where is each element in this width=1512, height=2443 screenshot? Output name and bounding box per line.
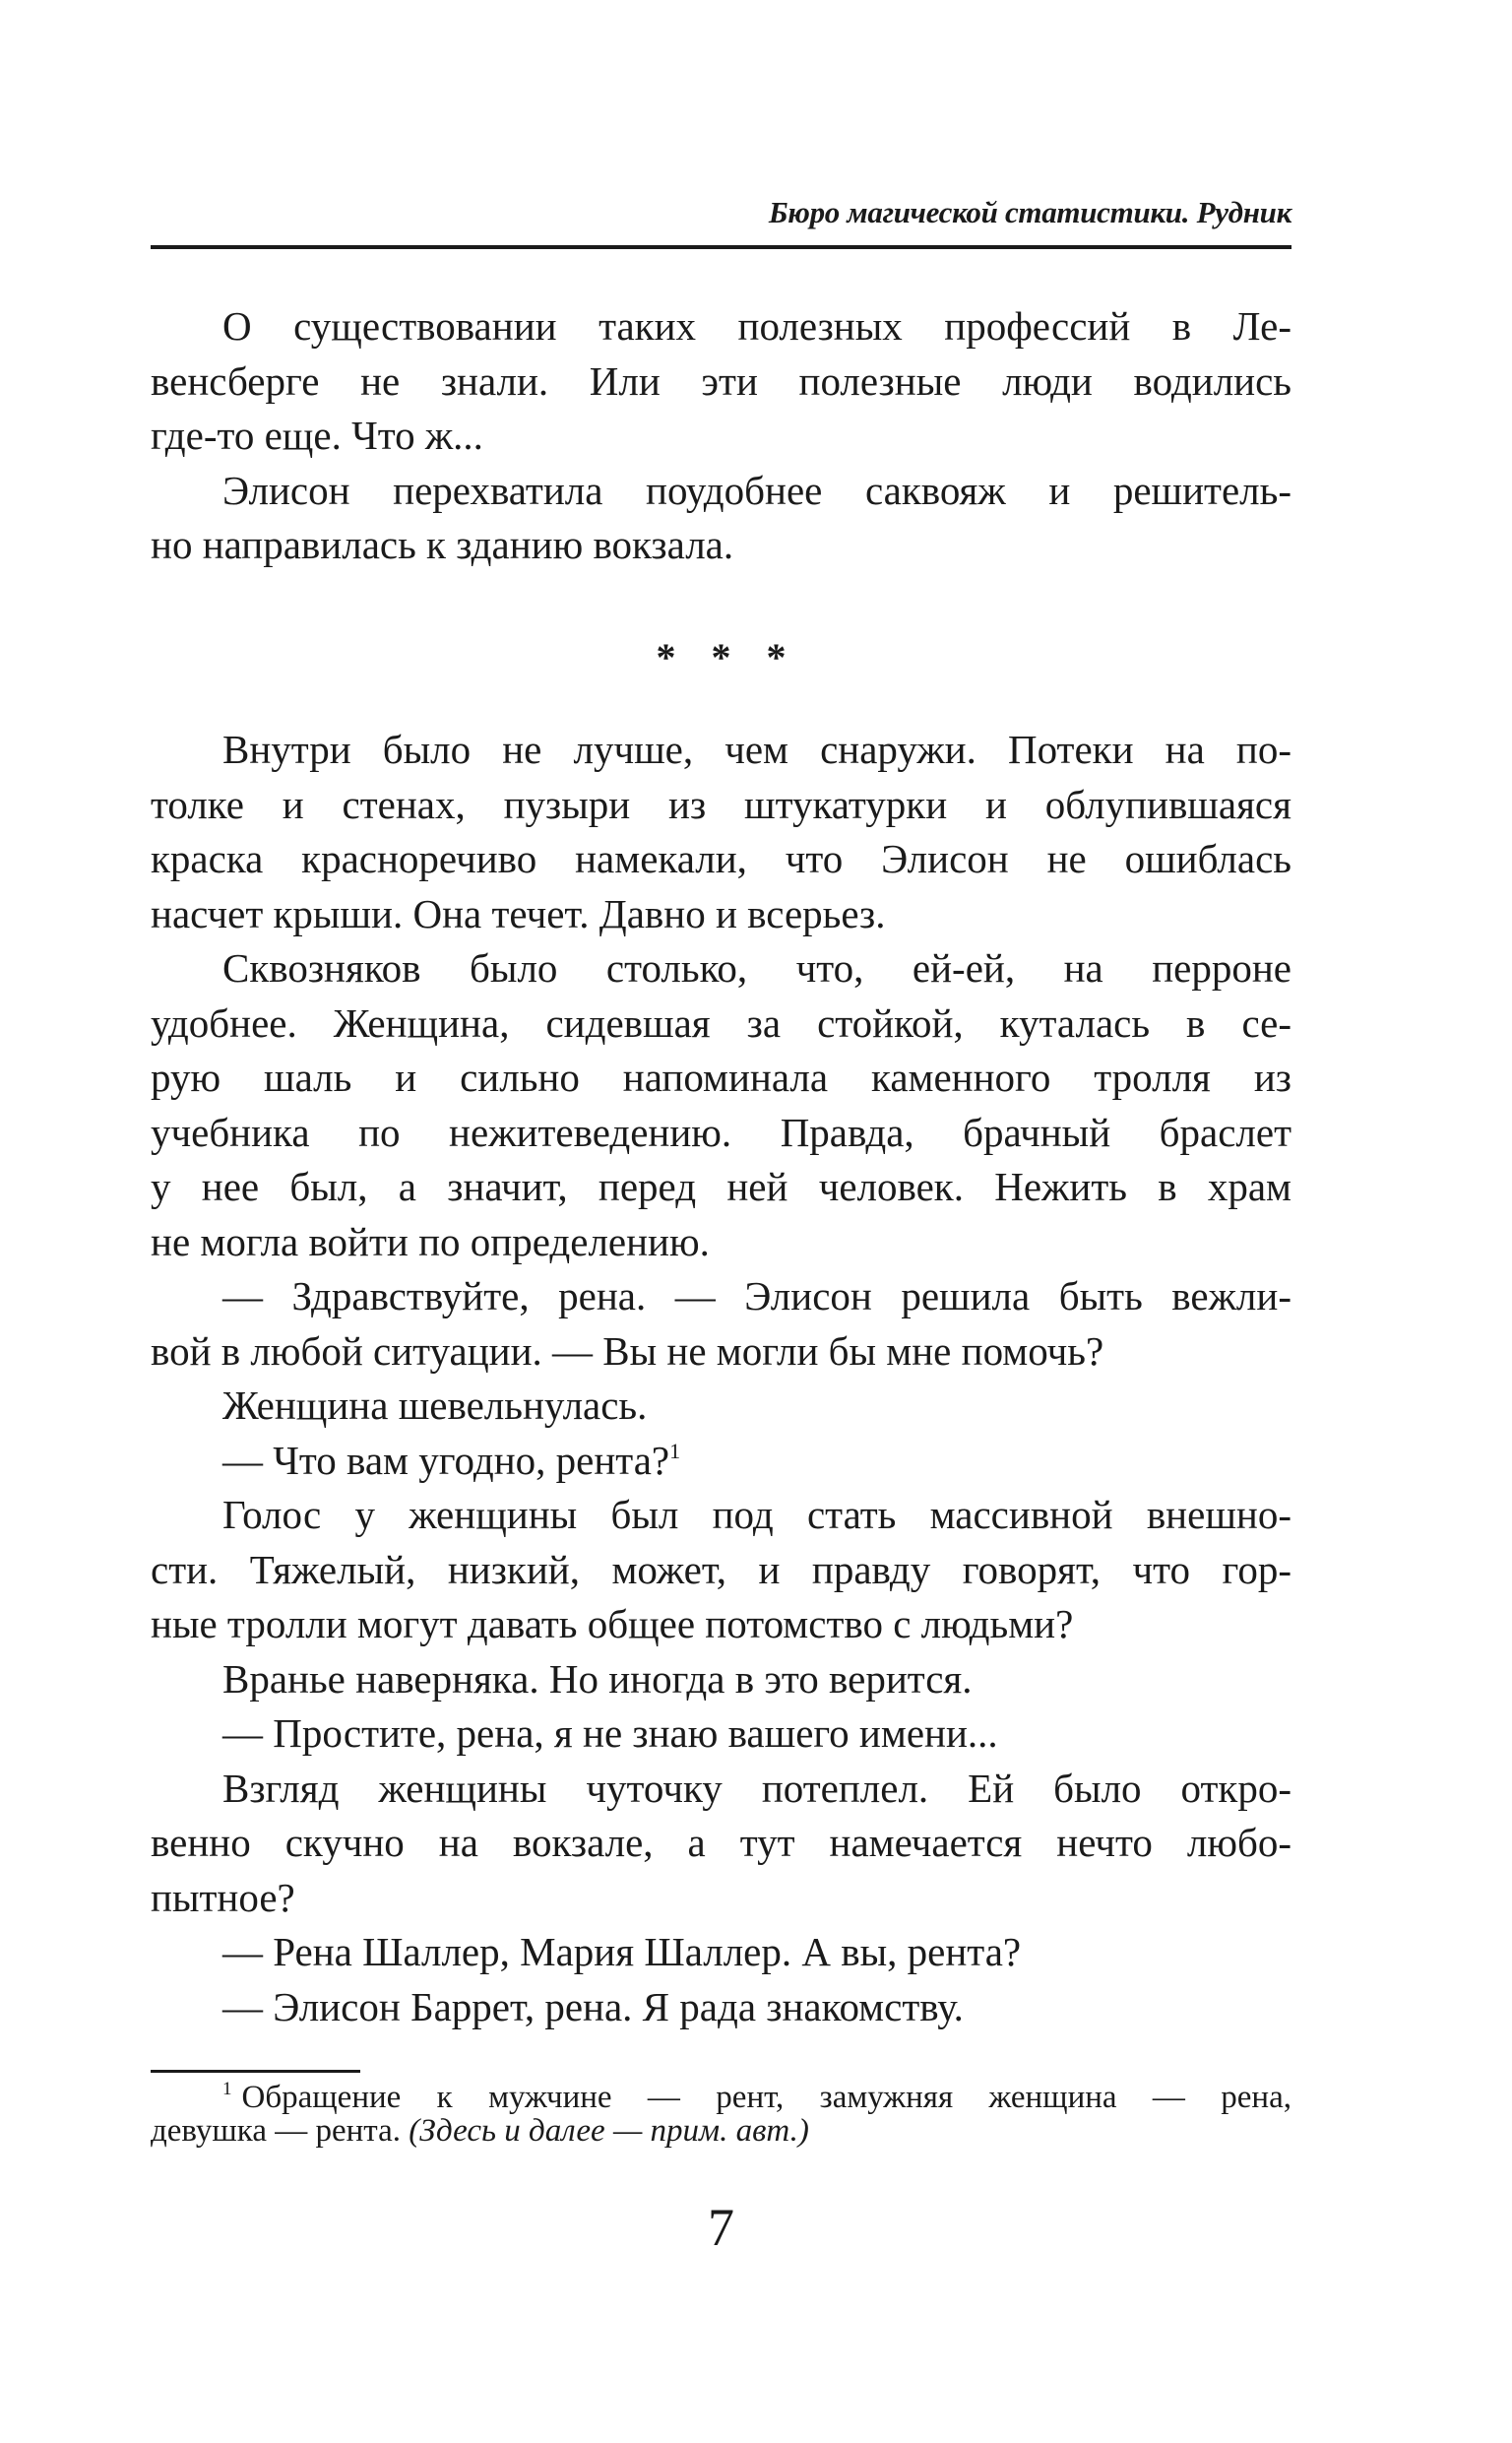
text-line: толке и стенах, пузыри из штукатурки и облупившаяся [151,781,1292,827]
text-line: — Здравствуйте, рена. — Элисон решила быть вежли- [222,1273,1292,1318]
text-line: краска красноречиво намекали, что Элисон не ошиблась [151,836,1292,881]
footnote-reference[interactable]: 1 [669,1438,681,1463]
section-1 [151,299,1292,573]
text-line: Внутри было не лучше, чем снаружи. Потеки на по- [222,727,1292,772]
footnote-line-2: девушка — рента. (Здесь и далее — прим. авт.) [151,2113,809,2149]
text-line: Женщина шевельнулась. [222,1382,648,1428]
section-2 [151,723,1292,2034]
text-line: вой в любой ситуации. — Вы не могли бы мне помочь? [151,1327,1104,1374]
text-line: учебника по нежитеведению. Правда, брачный браслет [151,1109,1292,1155]
text-line: венсберге не знали. Или эти полезные люди водились [151,357,1292,404]
text-line: удобнее. Женщина, сидевшая за стойкой, куталась в се- [151,999,1292,1046]
running-head: Бюро магической статистики. Рудник [768,195,1292,229]
book-page [151,0,1292,2443]
text-line: Сквозняков было столько, что, ей-ей, на перроне [222,945,1292,991]
text-line: рую шаль и сильно напоминала каменного тролля из [151,1055,1292,1100]
text-line: — Что вам угодно, рента?$^1$ [222,1437,681,1483]
header-rule [151,245,1292,249]
footnote-line-1: $^1$ Обращение к мужчине — рент, замужняя женщина — рена, [222,2079,1292,2115]
asterisk: * [656,635,676,679]
text-line: Вранье наверняка. Но иногда в это верится. [222,1655,973,1702]
text-line: Элисон перехватила поудобнее саквояж и решитель- [222,467,1292,513]
asterisk: * [711,635,731,679]
section-break [151,630,1292,685]
text-line: насчет крыши. Она течет. Давно и всерьез. [151,890,886,936]
author-note: (Здесь и далее — прим. авт.) [409,2113,809,2149]
asterisk: * [766,635,787,679]
text-line: пытное? [151,1874,295,1920]
text-line: ные тролли могут давать общее потомство с людьми? [151,1601,1074,1646]
text-line: венно скучно на вокзале, а тут намечается нечто любо- [151,1820,1292,1865]
footnote-marker: 1 [222,2079,232,2099]
text-line: — Рена Шаллер, Мария Шаллер. А вы, рента? [222,1929,1022,1974]
text-line: — Элисон Баррет, рена. Я рада знакомству. [222,1983,964,2029]
page-number: 7 [708,2198,734,2257]
text-line: где-то еще. Что ж... [151,413,483,458]
footnote [151,2081,1292,2148]
text-line: Взгляд женщины чуточку потеплел. Ей было откро- [222,1765,1292,1811]
text-line: у нее был, а значит, перед ней человек. Нежить в храм [151,1164,1292,1209]
text-line: не могла войти по определению. [151,1218,710,1264]
footnote-rule [151,2070,360,2073]
text-line: О существовании таких полезных профессий в Ле- [222,303,1292,349]
text-line: но направилась к зданию вокзала. [151,522,734,567]
text-line: Голос у женщины был под стать массивной внешно- [222,1492,1292,1537]
text-line: сти. Тяжелый, низкий, может, и правду говорят, что гор- [151,1546,1292,1592]
text-line: — Простите, рена, я не знаю вашего имени... [222,1710,998,1756]
